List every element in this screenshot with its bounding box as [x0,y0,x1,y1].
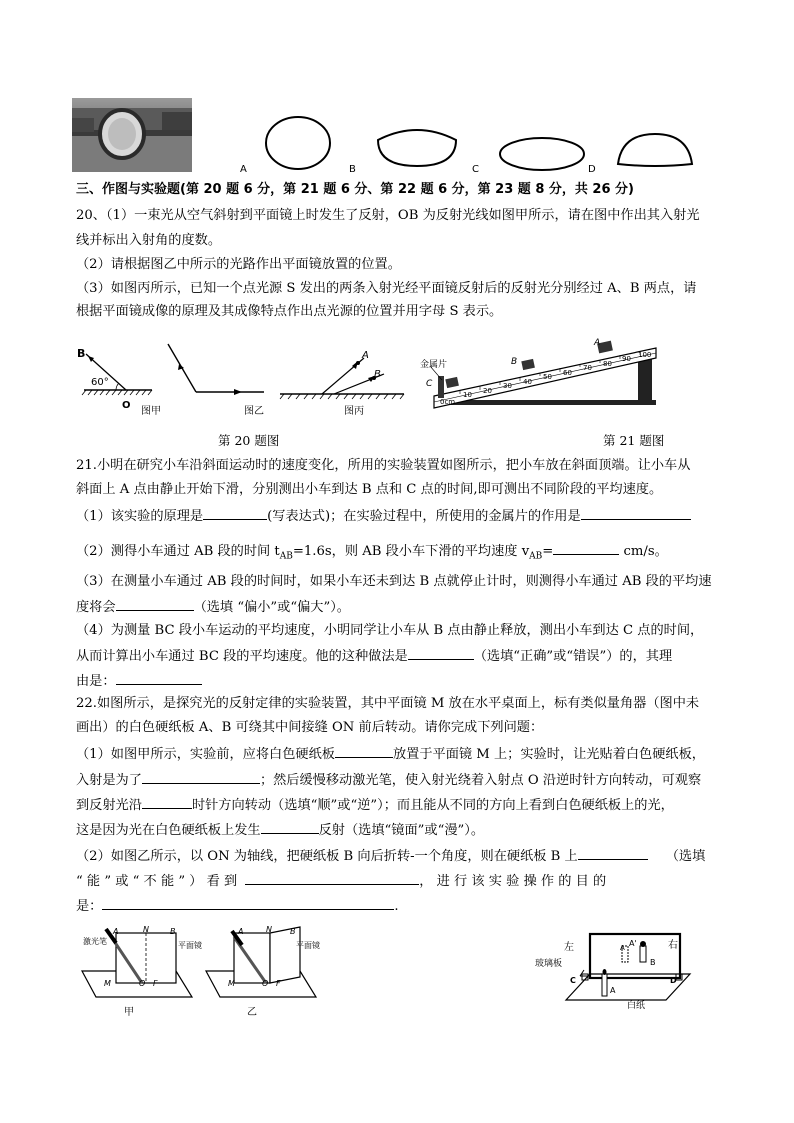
bridge-photo [72,98,192,172]
fig23-label-a-top: A [620,944,625,952]
q21-line-9: 由是： [76,671,726,691]
ruler-tick-70: 70 [583,364,592,372]
ruler-tick-50: 50 [543,373,552,381]
fig20-caption: 第 20 题图 [218,433,280,448]
fig22-label-b: B [170,927,176,936]
q20-line-3: （2）请根据图乙中所示的光路作出平面镜放置的位置。 [76,257,401,272]
fig23-label-a-prime: A' [629,939,637,948]
fig22-laser: 激光笔 [83,937,107,946]
answer-blank-method[interactable] [408,646,474,660]
q21-line-5: （3）在测量小车通过 AB 段的时间时，如果小车还未到达 B 点就停止计时，则测得小车通过 AB 段的平均速 [76,574,712,589]
q20-line-1: 20、（1）一束光从空气斜射到平面镜上时发生了反射，OB 为反射光线如图甲所示，请在图中作出其入射光 [76,208,700,223]
fig23-label-d: D [670,976,677,985]
answer-blank-purpose[interactable] [142,770,260,784]
answer-blank-principle[interactable] [203,506,267,520]
q22-line-1: 22.如图所示，是探究光的反射定律的实验装置，其中平面镜 M 放在水平桌面上，标有类似量角器（图中未 [76,696,700,711]
fig23-glass: 玻璃板 [535,959,563,969]
ruler-tick-60: 60 [563,369,572,377]
q20-line-2: 线并标出入射角的度数。 [76,233,222,248]
fig22-caption-yi: 乙 [247,1007,257,1018]
q21-line-7: （4）为测量 BC 段小车运动的平均速度，小明同学让小车从 B 点由静止释放，测出小车到达 C 点的时间， [76,623,704,638]
answer-blank-reason[interactable] [116,671,202,685]
q21-line-2: 斜面上 A 点由静止开始下滑，分别测出小车到达 B 点和 C 点的时间,即可测出不同阶段的平均速度。 [76,482,663,497]
fig23-label-b: B [650,958,656,967]
fig22-yi-label-o: O [262,979,269,988]
answer-blank-vab[interactable] [553,541,619,555]
ruler-tick-80: 80 [603,360,612,368]
fig21-metal-label: 金属片 [420,360,448,370]
fig22-caption-jia: 甲 [124,1007,134,1018]
answer-blank-experiment-goal[interactable] [102,896,394,910]
fig23-paper: 白纸 [627,1001,646,1011]
q22-line-5: 到反射光沿 时针方向转动（选填“顺”或“逆”）；而且能从不同的方向上看到白色硬纸板上的光， [76,795,726,815]
q21-line-4: （2）测得小车通过 AB 段的时间 $t_{AB}=1.6s$，则 AB 段小车下滑的平均速度 $v_{AB}= cm/s$。 [76,541,726,566]
fig22-label-a: A [113,927,119,936]
q22-line-7: （2）如图乙所示，以 ON 为轴线，把硬纸板 B 向后折转-一个角度，则在硬纸板 B 上 （选填 [76,846,726,866]
ruler-tick-40: 40 [523,378,532,386]
fig21-caption: 第 21 题图 [603,433,665,448]
fig22-yi-label-b: B [290,927,296,936]
q20-line-5: 根据平面镜成像的原理及其成像特点作出点光源的位置并用字母 S 表示。 [76,304,503,319]
answer-blank-observation[interactable] [245,871,419,885]
fig22-yi-label-m: M [228,979,235,988]
fig20-caption-bing: 图丙 [344,406,364,417]
fig23-left: 左 [564,942,574,953]
fig20-caption-yi: 图乙 [244,406,264,417]
option-label-a: A [240,164,247,175]
fig21-label-c: C [426,379,433,389]
figure-21 [420,334,660,414]
option-label-d: D [588,164,596,175]
answer-blank-metal-purpose[interactable] [581,506,691,520]
fig20-label-a2: A [362,350,369,361]
q22-line-4: 入射是为了 ；然后缓慢移动激光笔，使入射光绕着入射点 O 沿逆时针方向转动，可观察 [76,770,726,790]
fig22-yi-label-a: A [238,927,244,936]
q20-line-4: （3）如图丙所示，已知一个点光源 S 发出的两条入射光经平面镜反射后的反射光分别经过 A、B 两点，请 [76,281,697,296]
q22-line-3: （1）如图甲所示，实验前，应将白色硬纸板 放置于平面镜 M 上；实验时，让光贴着白色硬纸板， [76,744,726,764]
option-shape-c [496,134,588,178]
fig21-label-a: A [594,338,601,348]
figure-22-yi [204,925,322,1005]
q22-line-8: “ 能 ” 或 “ 不 能 ” ） 看 到 ， 进 行 该 实 验 操 作 的 目 的 [76,871,726,891]
fig22-yi-label-n: N [266,925,272,934]
fig23-right: 右 [668,940,678,951]
ruler-tick-10: 10 [463,391,472,399]
fig20-label-o: O [122,400,131,411]
answer-blank-can-see[interactable] [578,846,648,860]
answer-blank-reflection-type[interactable] [261,820,319,834]
q21-line-8: 从而计算出小车通过 BC 段的平均速度。他的这种做法是 （选填“正确”或“错误”）的，其理 [76,646,726,666]
q21-line-6: 度将会 （选填 “偏小”或“偏大”）。 [76,597,726,617]
fig20-label-b2: B [374,369,381,380]
option-label-b: B [349,164,356,175]
ruler-tick-30: 30 [503,382,512,390]
fig20-label-b: B [77,347,86,360]
q22-line-6: 这是因为光在白色硬纸板上发生 反射（选填“镜面”或“漫”）。 [76,820,726,840]
ruler-tick-90: 90 [622,355,631,363]
q21-line-1: 21.小明在研究小车沿斜面运动时的速度变化，所用的实验装置如图所示，把小车放在斜面顶端。让小车从 [76,458,691,473]
fig22-yi-label-f: F [276,979,281,988]
q21-line-3: （1）该实验的原理是 (写表达式)；在实验过程中，所使用的金属片的作用是 [76,506,726,526]
answer-blank-board-orientation[interactable] [335,744,393,758]
fig23-label-c: C [570,976,576,985]
ruler-tick-100: 100 [638,351,652,359]
fig22-label-m: M [104,979,111,988]
fig20-caption-jia: 图甲 [141,406,161,417]
section-title: 三、作图与实验题(第 20 题 6 分，第 21 题 6 分、第 22 题 6 分，第 23 题 8 分，共 26 分) [76,182,634,197]
option-shape-a [260,114,336,176]
q22-line-9: 是： . [76,896,726,916]
fig23-label-a-bottom: A [610,986,616,995]
fig21-label-b: B [511,357,518,367]
answer-blank-ab-speed[interactable] [116,597,194,611]
ruler-tick-20: 20 [483,387,492,395]
option-shape-b [372,126,462,174]
fig22-mirror: 平面镜 [178,941,202,950]
answer-blank-direction[interactable] [142,795,192,809]
option-label-c: C [472,164,479,175]
fig20-label-60: 60° [91,377,109,388]
fig22-label-n: N [143,925,149,934]
q22-line-2: 画出）的白色硬纸板 A、B 可绕其中间接缝 ON 前后转动。请你完成下列问题： [76,720,544,735]
ruler-tick-0: 0cm [440,398,456,406]
fig22-yi-mirror: 平面镜 [296,941,320,950]
option-shape-d [614,130,696,178]
fig22-label-f: F [153,979,158,988]
fig22-label-o: O [139,979,146,988]
